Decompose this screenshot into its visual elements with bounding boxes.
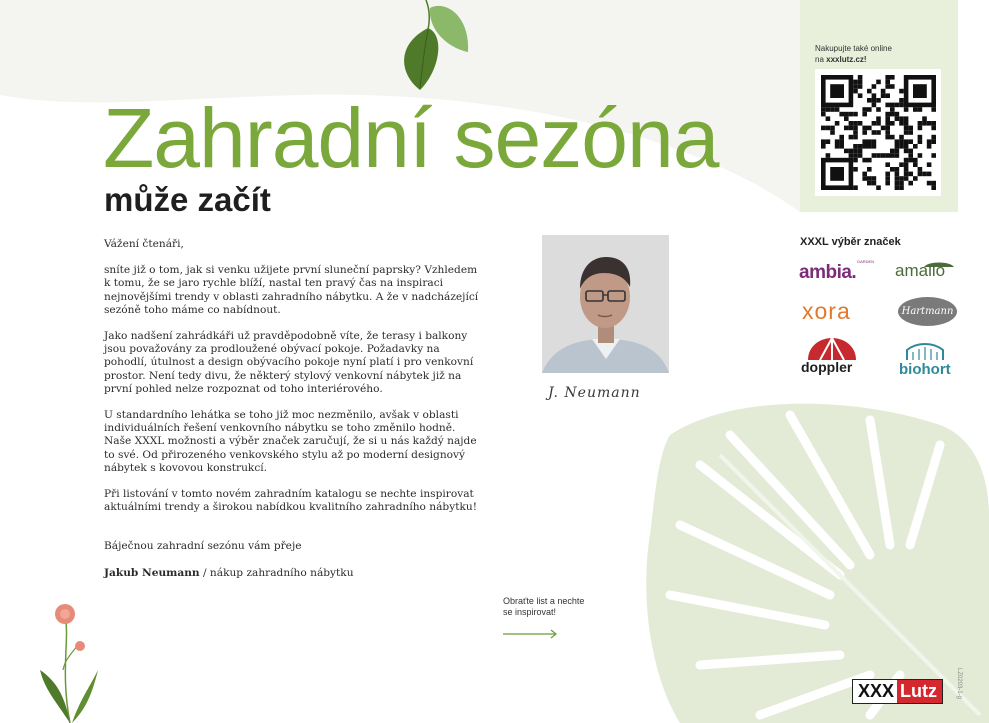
page-subtitle: může začít xyxy=(104,181,271,218)
signer-role: / nákup zahradního nábytku xyxy=(199,566,354,579)
shop-url[interactable]: xxxlutz.cz! xyxy=(826,55,867,64)
arrow-right-icon xyxy=(503,628,559,640)
turn-page-line: Obraťte list a nechte xyxy=(503,596,585,606)
xxxlutz-logo xyxy=(852,679,943,704)
online-shop-text xyxy=(815,43,892,65)
logo-lutz: Lutz xyxy=(897,680,942,703)
shed-icon xyxy=(903,342,947,360)
signer-name: Jakub Neumann xyxy=(104,566,200,579)
online-shop-line xyxy=(815,54,892,65)
brand-logo-xora: xora xyxy=(802,298,851,324)
brand-logo-doppler: doppler xyxy=(801,359,853,375)
letter-closing: Báječnou zahradní sezónu vám přeje xyxy=(104,540,302,553)
brand-logo-amalio: amalio xyxy=(895,261,946,280)
editorial-letter xyxy=(104,238,484,593)
turn-page-line: se inspirovat! xyxy=(503,607,557,617)
letter-greeting: Vážení čtenáři, xyxy=(104,238,184,250)
page-title: Zahradní sezóna xyxy=(103,91,719,185)
handwritten-signature: J. Neumann xyxy=(548,385,641,401)
letter-paragraph: U standardního lehátka se toho již moc nezměnilo, avšak v oblasti individuálních řešení venkovního nábytku se toho změnilo hodně. Naše XXXL možnosti a výběr značek zaručují, že si u nás každý najde to své. Od přirozeného venkovského stylu až po moderní designový nábytek s kovovou konstrukcí. xyxy=(104,409,477,474)
brand-logo-biohort: biohort xyxy=(899,361,951,378)
brand-ambia-subtitle: GARDEN xyxy=(857,259,875,264)
author-photo xyxy=(542,235,669,373)
brand-logo-hartmann: Hartmann xyxy=(898,297,957,326)
monstera-leaf-decoration xyxy=(640,395,989,723)
leaf-decoration-top xyxy=(390,0,475,95)
letter-paragraph: Jako nadšení zahrádkáři už pravděpodobně víte, že terasy i balkony jsou považovány za prodloužené obývací pokoje. Požadavky na pohodlí, útulnost a design obývacího pokoje nyní platí i pro venkovní prostor. Není tedy divu, že některý stylový venkovní nábytek již na první pohled nelze rozpoznat od toho interiérového. xyxy=(104,330,474,395)
online-shop-prefix: na xyxy=(815,55,827,64)
turn-page-note xyxy=(503,596,613,618)
brands-heading: XXXL výběr značek xyxy=(800,236,901,248)
letter-signer xyxy=(104,567,484,580)
qr-code[interactable] xyxy=(815,69,941,196)
online-shop-line: Nakupujte také online xyxy=(815,44,892,53)
flower-decoration xyxy=(30,600,110,723)
letter-paragraph: Při listování v tomto novém zahradním katalogu se nechte inspirovat aktuálními trendy a širokou nabídkou kvalitního zahradního nábytku! xyxy=(104,488,477,514)
parasol-icon xyxy=(806,338,858,360)
logo-xxx: XXX xyxy=(853,680,897,703)
brand-logo-ambia: ambia. xyxy=(799,262,857,283)
letter-paragraph: sníte již o tom, jak si venku užijete první sluneční paprsky? Vzhledem k tomu, že se jaro rychle blíží, nastal ten pravý čas na inspiraci nejnovějšími trendy v oblasti zahradního nábytku. A že v nadcházející sezóně toho máme co nabídnout. xyxy=(104,264,479,316)
catalog-code: LZ0203-1-g xyxy=(956,668,962,700)
